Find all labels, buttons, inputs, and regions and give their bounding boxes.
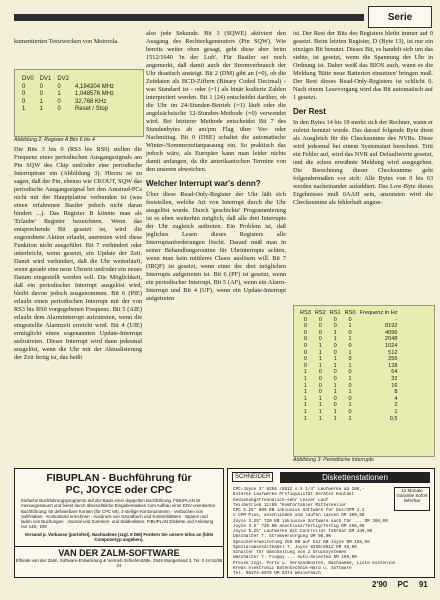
table-cell: 1 [348,323,352,330]
table-cell: 0 [318,369,322,376]
advert-line: CPC-Joyce 3" 8256 /8512 o 5 1/4" Laufwerke ab 298,- [233,487,365,492]
advert-footer [15,546,223,577]
table-cell: 1 [333,362,337,369]
subheading: Welcher Interrupt war's denn? [146,179,261,188]
table-cell: 8 [394,389,398,396]
advert-lines [233,487,395,576]
table-cell: 4096 [385,329,398,336]
table-cell: 1 [318,349,322,356]
table-header: DV1 [39,76,52,82]
table-row [298,356,400,363]
table-cell: 0 [303,342,307,349]
table-cell: 1 [303,415,307,422]
table-cell: 0 [57,98,61,105]
figure-periodic-interrupts [293,305,435,457]
table-header: RS3 [300,310,311,316]
table-cell: 1 [22,106,26,112]
table-cell: 1 [333,389,337,396]
table-row [298,396,400,403]
company-name: VAN DER ZALM-SOFTWARE [58,548,180,558]
table-cell: 1 [333,329,337,336]
table-cell: 1 [303,382,307,389]
table-cell: 1 [333,356,337,363]
table-cell: 0 [22,83,26,90]
table-cell: 4 [394,395,398,402]
magazine-name: PC [397,580,409,589]
table-cell: 0 [318,389,322,396]
table-cell: 0 [303,362,307,369]
table-cell: 1 [348,389,352,396]
schneider-logo: SCHNEIDER [232,472,273,482]
advert-line: Preise zzgl. Porto u. Versandkosten, Nachnahme, Liste kostenlos [233,560,395,566]
advert-line: Ubschalter f. Stromversorgung DM 98,00 [233,534,331,540]
table-cell: 0 [333,369,337,376]
advert-line: Umschalter f. Floppy ... Auto-Selected DM 169,00 [233,555,357,561]
table-row [298,363,400,370]
table-cell: 1 [318,395,322,402]
table-cell: 1 [318,362,322,369]
table-row [298,383,400,390]
table-cell: 1 [348,375,352,382]
table-cell: 1,048576 MHz [75,91,115,97]
column-1-body [14,146,142,462]
table-cell: - [395,316,398,323]
table-cell: 1 [318,415,322,422]
table-cell: 32,768 KHz [75,98,107,105]
advert-title: FIBUPLAN - Buchführung für [46,472,192,484]
table-cell: 1 [318,342,322,349]
table-cell: 0 [348,408,352,415]
table-cell: 0 [348,316,352,323]
table-cell: 0 [318,316,322,323]
table-header: RS0 [344,310,356,316]
table-cell: 1 [303,408,307,415]
body-text: also jede Sekunde. Bit 3 (SQWE) aktiviert den Ausgang des Rechteckgenerators (Pin SQW). Wie bereits weiter oben gesagt, geht diese aber beim 1512/1640 'in der Luft'. Für Bastler sei noch angemerkt, daß damit auch der Stromverbrauch der Uhr drastisch ansteigt. Bit 2 (DM) gibt an (=0), ob die Zeitdaten als BCD-Ziffern (Binary Coded Decimal) - was Standard ist - oder (=1) als binär kodierte Zahlen interpretiert werden. Bit 1 (24) entscheidet darüber, ob die Uhr im 24-Stunden-Betrieb (=1) läuft oder die angelsächsische 12-Stunden-Methode (=0) verwendet wird. Bei letzterer Methode entscheidet Bit 7 des Stundenbytes ab am/pm Flag über Vor- oder Nachmittag. Bit 0 (DSE) schaltet die automatische Winter-/Sommerzeitanpassung ein. So praktisch das jedoch wäre, als Europäer kann man leider nichts damit anfangen, da die amerikanischen Termine von den unseren abweichen. [146,30,286,173]
fibuplan-advert [14,468,224,578]
table-row [298,376,400,383]
body-text: Über diese Read-Only-Register der Uhr läßt sich feststellen, welche Art von Interrupt durch die Uhr ausgelöst wurde. Durch 'geschickte' Programmierung ist es eben weiterhin möglich, daß alle drei Interrupts der Uhr zugleich auftreten. Ein Problem ist, daß jegliches Lesen dieses Registers alle Interruptanforderungen löscht. Darauf muß man in seiner Behandlungsroutine für Uhrinterrupts achten, wenn man kein mittleres Chaos auslösen will. Bit 7 (IRQF) ist gesetzt, wenn einer der drei möglichen Interrupts aufgetreten ist. Bit 6 (PF) ist gesetzt, wenn ein periodischer Interrupt, Bit 5 (AF), wenn ein Alarm-Interrupt und Bit 4 (UF), wenn ein Update-Interrupt aufgetreten [146,191,286,302]
table-row [298,343,400,350]
table-row [298,389,400,396]
table-cell: 1 [303,369,307,376]
page-footer [372,580,428,589]
table-cell: 0 [333,402,337,409]
table-row [298,336,400,343]
table-cell: 2048 [385,336,398,343]
table-row [298,409,400,416]
table-cell: 1 [348,349,352,356]
table-cell: 0 [318,329,322,336]
table-cell: 0 [333,342,337,349]
table-cell: 1 [348,415,352,422]
advert-line: Speichererweiterung 256 KB auf 512 KB Joyce DM 198,00 [233,539,370,545]
table-cell: 1 [57,91,61,97]
table-header: RS1 [329,310,341,316]
table-cell: 1 [333,408,337,415]
diskette-advert [227,468,435,578]
advert-line: Spezialumschaltkabel f. Joyce 8256/8512 DM 49,00 [233,544,357,550]
table-cell: 0 [303,329,307,336]
advert-body: Einfache Buchführungsprogramm auf der Basis einer doppelten Buchführung. FIBUPLAN ist menuegesteuert und bietet durch übersichtliche Eingabemasken zum Aufbau einer EDV-orientierten Buchführung: 60 definierbare Konten (für CPC 60), 4-stellige Kontonummern · Verbuchen von Soll/Haben · Kontostand errechnen · Ausdruck von Grundbuch und Kontenblättern · Sparen und laden von Buchungen · Journal und Summen- und Saldenlisten. FIBUPLAN Diskette und Anleitung nur 148,- DM [21,498,216,530]
advert-line: Tel. 06374-6978 DM 6374 Weilerbach [233,571,321,576]
table-row [298,402,400,409]
table-cell: 256 [388,356,398,363]
table-cell: 0 [39,91,44,97]
table-cell: 0 [333,323,337,330]
table-cell: 0 [303,349,307,356]
table-cell: 1024 [385,342,398,349]
figure-2-caption: Abbildung 2: Register A Bits 6 bis 4 [14,137,95,143]
table-cell: 1 [394,408,398,415]
column-1-intro [14,38,142,46]
header-rule [14,14,364,21]
table-cell: 0 [57,83,61,90]
table-row [298,369,400,376]
table-cell: 1 [303,402,307,409]
advert-line: bedienungsfreundlich-sehr Leiser Lauf [233,497,329,503]
table-cell: 0 [348,382,352,389]
table-cell: 2 [394,402,398,409]
advert-line: Joyce 3.5" 720 KB anschluss/fertig/fertig DM 298,00 [233,523,365,529]
advert-line: Teilbetrieb 11/89 *Komfortabler Mittelkeller [233,502,347,508]
table-header-row [298,310,400,317]
table-cell: 0 [318,323,322,330]
table-header-row [19,76,117,84]
table-cell: 0 [348,395,352,402]
register-a-table [19,76,117,114]
column-2 [146,30,286,462]
table-row [19,106,117,114]
table-cell: 1 [39,106,44,112]
subheading: Der Rest [293,107,326,116]
body-text: In den Bytes 14 bis 19 merkt sich der Rechner, wann er zuletzt benutzt wurde. Das darauf folgende Byte dient als Ausgleich für die Checksumme des NVRs. Diese wird jedesmal bei einem Systemstart berechnet. Tritt ein Fehler auf, wird das NVR auf Defaultwerte gesetzt, und die schon erwähnte Meldung wird ausgegeben. Die Berechnung dieser Checksumme geht folgendermaßen vor sich: Alle Bytes von 0 bis 63 werden nacheinander aufaddiert. Das Low-Byte dieses Ergebnisses muß 0AAH sein, ansonsten wird die Checksumme als fehlerhaft angese- [293,119,433,206]
table-cell: 1 [303,395,307,402]
table-header [72,76,117,84]
table-row [298,317,400,324]
table-row [19,84,117,92]
table-cell: 0 [22,98,26,105]
advert-line: Externe Laufwerke Profiqualität Gerätes Kontakt [233,492,355,498]
table-cell: 0 [348,369,352,376]
table-header: DV2 [57,76,70,82]
table-cell: 16 [391,382,398,389]
table-cell: 128 [388,362,398,369]
table-cell: 0 [348,356,352,363]
column-3 [293,30,433,302]
table-cell: 1 [318,402,322,409]
table-cell: 0 [348,342,352,349]
table-cell: 32 [391,375,398,382]
table-header: Frequenz in Hz [359,310,398,316]
table-header: RS2 [314,310,326,316]
figure-register-a [14,69,144,137]
advert-title: Diskettenstationen [280,472,430,483]
table-row [19,99,117,107]
issue-number: 2'90 [372,580,388,589]
advert-line: CPC 5.25" 800 KB inklusive Software für Dos/CPM 2.2 [233,508,365,513]
body-text: Die Bits 3 bis 0 (RS3 bis RS0) stellen die Frequenz eines periodischen Ausgangssignals am Pin SQW des Chip und/oder eine periodische Interruptrate ein (Abbildung 3). Hierzu ist zu sagen, daß der Pin, ebenso wie CKOUT, SQW das periodische Ausgangssignal bei den Amstrad-PCs nicht mit der Hauptplatine verbunden ist (was einen erfahrenen Bastler jedoch nicht daran hindert ...). Das Register B könnte man als 'Erlaube' Register bezeichnen. Wenn das entsprechende Bit gesetzt ist, wird die zugeordnete Aktion erlaubt, anernsten wird diese Funktion nicht ausgeführt. Bit 7 verhindert oder unterbricht, wenn gesetzt, ein Update der Zeit. Damit wird verhindert, daß die Uhr weiterläuft, wenn gerade eine neue Uhrzeit und/oder ein neues Datum eingestellt werden soll. Die Möglichkeit, daß ein periodischer Interrupt ausgelöst wird, bleibt davon jedoch ausgenommen. Bit 6 (PIE) erlaubt einen periodischen Interrupt mit der von RS3 bis RS0 vorgegebenen Frequenz. Bit 5 (AIE) erlaubt dem Alarminterrupt aufzutreten, wenn die eingestellte Alarmzeit erreicht wird. Bit 4 (UIE) ermöglicht einen sogenannten Update-Interrupt aufzutreten. Dieser Interrupt wird dann jedesmal ausgelöst, wenn die Uhr mit der Aktualisierung der Zeit fertig ist, das heißt [14,146,142,361]
table-cell: 1 [348,336,352,343]
table-cell: 1 [348,402,352,409]
table-cell: 1 [333,415,337,422]
table-cell: 0 [22,91,26,97]
table-row [298,330,400,337]
table-row [298,350,400,357]
figure-3-caption: Abbildung 3: Periodische Interrupts [293,457,374,463]
table-cell: 64 [391,369,398,376]
table-cell: 0 [333,375,337,382]
guarantee-box: 12 Monate Garantie Sofort lieferbar [394,487,430,511]
table-cell: 4,194304 MHz [75,83,115,90]
table-cell: 0 [57,106,61,112]
table-cell: 1 [318,356,322,363]
intro-text: kumentierten Testzwecken von Motorola. [14,38,119,45]
advert-line: o CPM Plus, anschließen und laufen lassen DM 389,00 [233,513,365,519]
table-row [298,323,400,330]
company-address: Elfriede van der Zalm, Software-Entwicklung & Vertrieb Schieferstätte, 2949 Wangerland 3, Tel. 0 44 61/55 24 [15,558,223,569]
table-cell: Reset / Stop [75,106,109,112]
table-cell: 0 [333,316,337,323]
table-cell: 8192 [385,323,398,330]
table-row [19,91,117,99]
table-cell: 0 [333,395,337,402]
body-text: ist. Der Rest der Bits des Registers bleibt immer auf 0 gesetzt. Beim letzten Register, D (Byte 13), ist nur ein einziges Bit benutzt. Dieses Bit, es handelt sich um das siebte, ist gesetzt, wenn die Spannung der Uhr in Ordnung ist. Daher weiß das BIOS auch, wann es die Meldung 'Bitte neue Batterien einsetzen' bringen muß. Der Rest dieses Read-Only-Registers ist schlicht 0. Nach einem Lesevorgang wird das Bit automatisch auf 1 gesetzt. [293,30,433,101]
table-header: DV0 [22,76,34,82]
advert-line: Schalter für Umschaltung von 2 Drucksystemen [233,550,347,555]
table-cell: 1 [318,408,322,415]
table-row [298,416,400,423]
interrupt-frequency-table [298,310,400,422]
table-cell: 0 [348,329,352,336]
table-cell: 0 [303,323,307,330]
table-cell: 512 [388,349,398,356]
section-label: Serie [368,6,432,28]
table-cell: 1 [303,389,307,396]
table-cell: 1 [333,382,337,389]
table-cell: 0 [318,336,322,343]
table-cell: 0 [303,356,307,363]
table-cell: 0 [333,349,337,356]
table-cell: 1 [333,336,337,343]
table-cell: 1 [303,375,307,382]
advert-subtitle: PC, JOYCE oder CPC [65,484,173,496]
page-number: 91 [418,580,428,589]
advert-order-info: Versand p. Vorkasse (portofrei), Nachnahme (zzgl. 5 DM) Fordern Sie unsere Infos an (bitte Computertyp angeben). [24,531,214,543]
table-cell: 0 [318,382,322,389]
table-cell: 0 [318,375,322,382]
table-cell: 0 [303,316,307,323]
table-cell: 1 [39,98,44,105]
table-cell: 1 [348,362,352,369]
table-cell: 0 [303,336,307,343]
advert-line: Joyce 5.25" Laufwerke mit Controller fahrbar DM 349,00 [233,529,373,534]
advert-line: Krebs elektronic Datentechnik-Hard u. Software [233,565,352,571]
table-cell: 0 [39,83,44,90]
table-cell: 0,5 [389,415,398,422]
advert-line: Joyce 3.25" 720 KB inklusive Software auch für ... DM 398,00 [233,518,388,524]
